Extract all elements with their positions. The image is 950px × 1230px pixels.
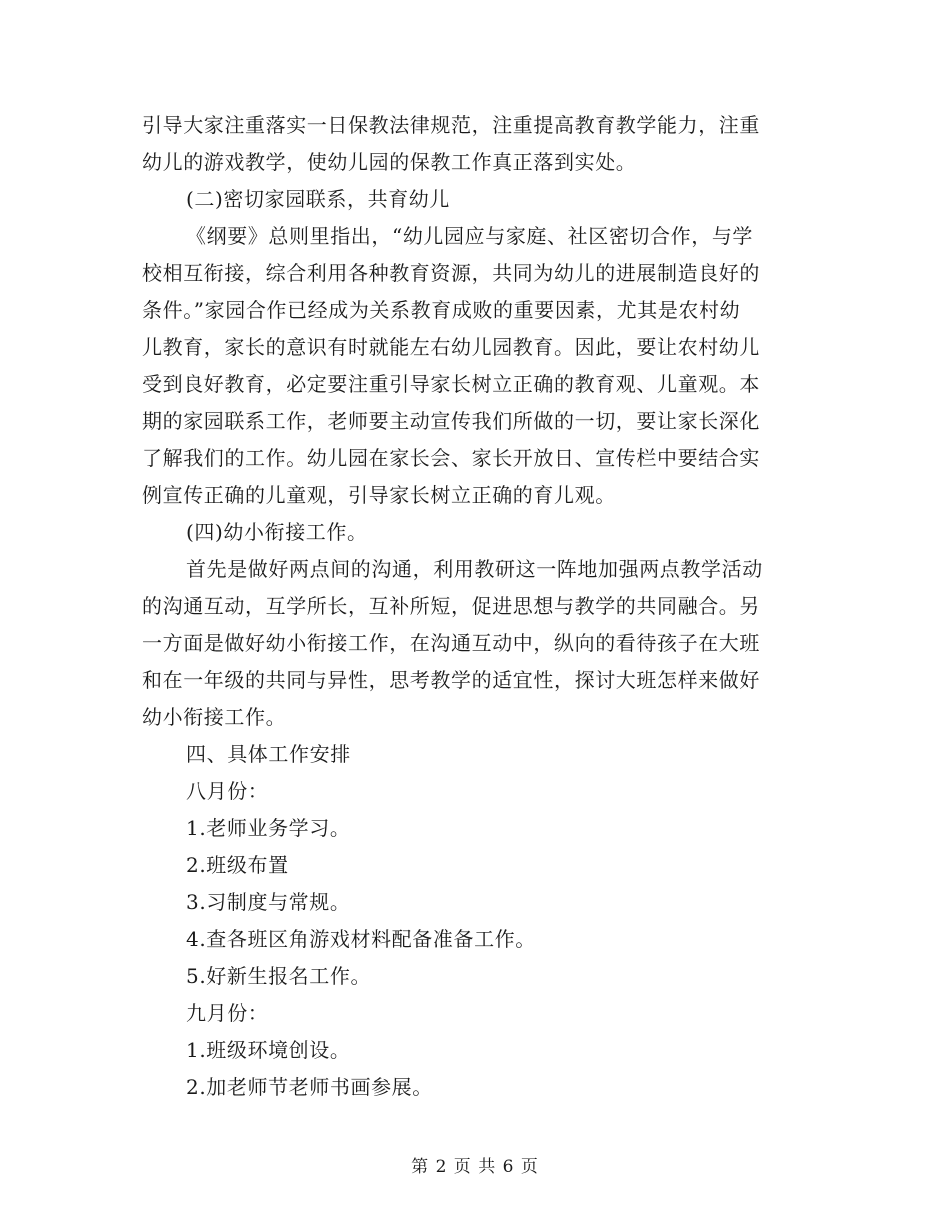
text-line: 了解我们的工作。幼儿园在家长会、家长开放日、宣传栏中要结合实: [142, 446, 760, 470]
text-line: 1.老师业务学习。: [186, 816, 351, 840]
text-line: 九月份：: [186, 1001, 269, 1025]
section-heading: [142, 181, 807, 218]
text-line: 例宣传正确的儿童观，引导家长树立正确的育儿观。: [142, 483, 616, 507]
document-body: [142, 107, 807, 1106]
text-line: 《纲要》总则里指出，“幼儿园应与家庭、社区密切合作，与学: [186, 224, 754, 248]
text-line: 2.班级布置: [186, 853, 289, 877]
text-line: (二)密切家园联系，共育幼儿: [186, 187, 451, 211]
text-line: 引导大家注重落实一日保教法律规范，注重提高教育教学能力，注重: [142, 113, 760, 137]
paragraph: [142, 107, 807, 181]
list-item: [142, 958, 807, 995]
section-heading: [142, 514, 807, 551]
section-heading: [142, 736, 807, 773]
text-line: 四、具体工作安排: [186, 742, 351, 766]
page-number-footer: 第 2 页 共 6 页: [411, 1157, 539, 1177]
text-line: 条件。”家园合作已经成为关系教育成败的重要因素，尤其是农村幼: [142, 298, 741, 322]
text-line: 一方面是做好幼小衔接工作，在沟通互动中，纵向的看待孩子在大班: [142, 631, 760, 655]
paragraph: [142, 218, 807, 514]
text-line: 首先是做好两点间的沟通，利用教研这一阵地加强两点教学活动: [186, 557, 763, 581]
text-line: 儿教育，家长的意识有时就能左右幼儿园教育。因此，要让农村幼儿: [142, 335, 760, 359]
list-item: [142, 847, 807, 884]
text-line: 的沟通互动，互学所长，互补所短，促进思想与教学的共同融合。另: [142, 594, 760, 618]
list-item: [142, 921, 807, 958]
paragraph: [142, 551, 807, 736]
text-line: 幼儿的游戏教学，使幼儿园的保教工作真正落到实处。: [142, 150, 637, 174]
text-line: 八月份：: [186, 779, 269, 803]
month-heading: [142, 995, 807, 1032]
list-item: [142, 1069, 807, 1106]
text-line: 期的家园联系工作，老师要主动宣传我们所做的一切，要让家长深化: [142, 409, 760, 433]
text-line: 校相互衔接，综合利用各种教育资源，共同为幼儿的进展制造良好的: [142, 261, 760, 285]
list-item: [142, 1032, 807, 1069]
text-line: 1.班级环境创设。: [186, 1038, 351, 1062]
list-item: [142, 810, 807, 847]
list-item: [142, 884, 807, 921]
text-line: 5.好新生报名工作。: [186, 964, 372, 988]
text-line: 3.习制度与常规。: [186, 890, 351, 914]
text-line: (四)幼小衔接工作。: [186, 520, 368, 544]
month-heading: [142, 773, 807, 810]
text-line: 和在一年级的共同与异性，思考教学的适宜性，探讨大班怎样来做好: [142, 668, 760, 692]
text-line: 4.查各班区角游戏材料配备准备工作。: [186, 927, 536, 951]
text-line: 2.加老师节老师书画参展。: [186, 1075, 433, 1099]
text-line: 幼小衔接工作。: [142, 705, 287, 729]
text-line: 受到良好教育，必定要注重引导家长树立正确的教育观、儿童观。本: [142, 372, 760, 396]
